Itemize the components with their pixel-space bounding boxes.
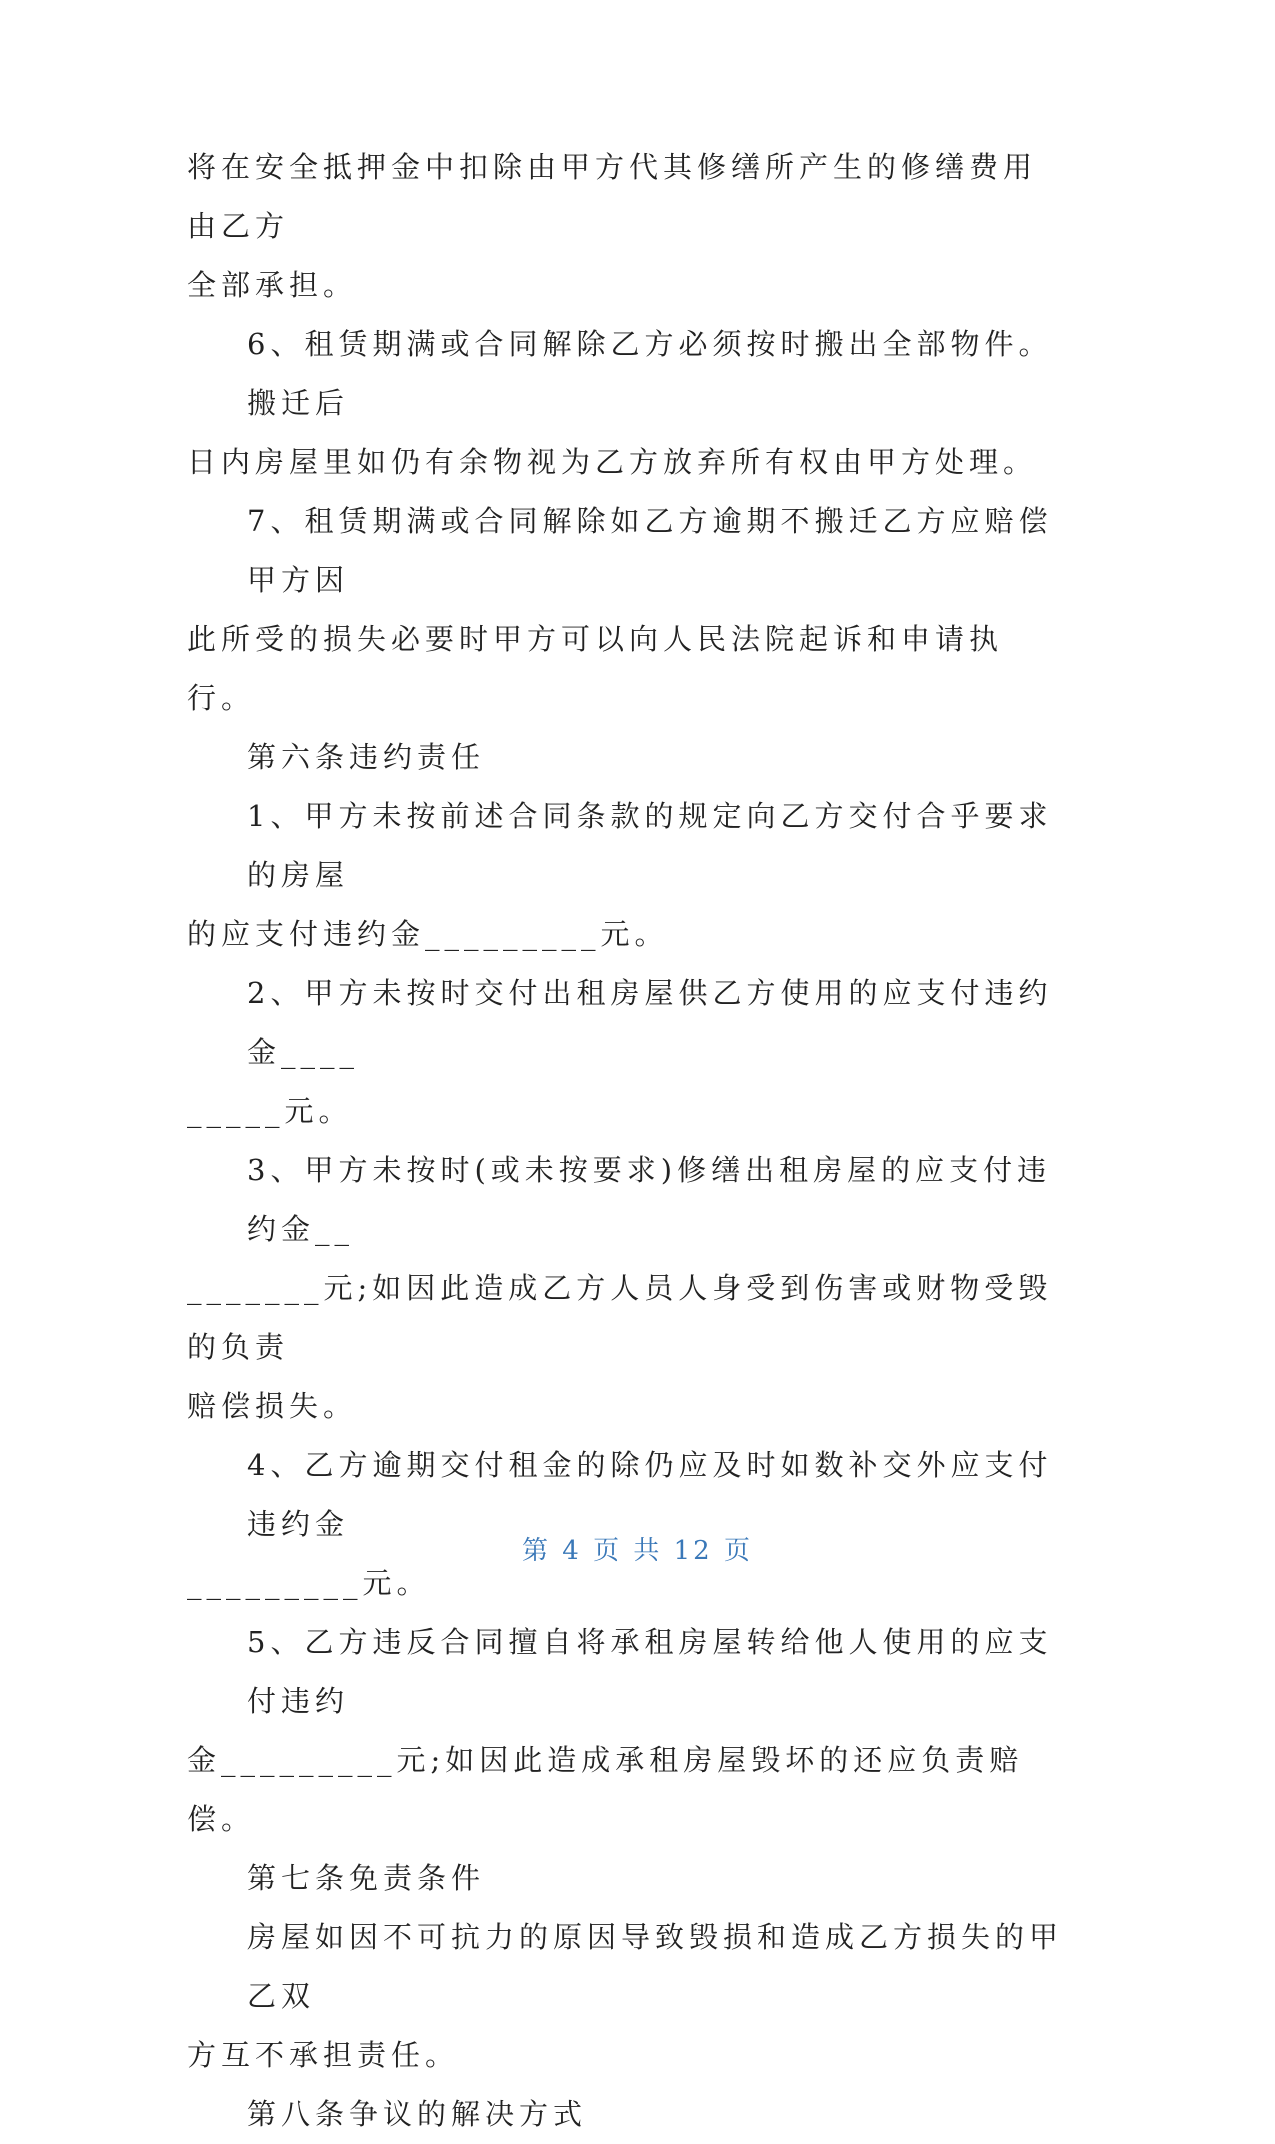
text-line: 1、甲方未按前述合同条款的规定向乙方交付合乎要求的房屋 [247,799,1053,892]
document-body [187,138,1067,2144]
text-line: 5、乙方违反合同擅自将承租房屋转给他人使用的应支付违约 [247,1625,1053,1718]
text-line: 赔偿损失。 [187,1389,358,1423]
section-heading: 第八条争议的解决方式 [247,2097,588,2131]
text-line: 房屋如因不可抗力的原因导致毁损和造成乙方损失的甲乙双 [247,1920,1064,2013]
page-number-footer: 第 4 页 共 12 页 [522,1536,753,1566]
text-line: 2、甲方未按时交付出租房屋供乙方使用的应支付违约金____ [247,976,1053,1069]
text-line: 此所受的损失必要时甲方可以向人民法院起诉和申请执行。 [187,622,1004,715]
section-heading: 第七条免责条件 [247,1861,486,1895]
text-line: 方互不承担责任。 [187,2038,460,2072]
text-line: 全部承担。 [187,268,358,302]
text-line: _________元。 [187,1566,431,1600]
text-line: 将在安全抵押金中扣除由甲方代其修缮所产生的修缮费用由乙方 [187,150,1038,243]
text-line: 6、租赁期满或合同解除乙方必须按时搬出全部物件。搬迁后 [247,327,1053,420]
text-line: 7、租赁期满或合同解除如乙方逾期不搬迁乙方应赔偿甲方因 [247,504,1053,597]
text-line: 日内房屋里如仍有余物视为乙方放弃所有权由甲方处理。 [187,445,1038,479]
section-heading: 第六条违约责任 [247,740,486,774]
text-line: _______元;如因此造成乙方人员人身受到伤害或财物受毁的负责 [187,1271,1053,1364]
text-line: 的应支付违约金_________元。 [187,917,669,951]
text-line: 4、乙方逾期交付租金的除仍应及时如数补交外应支付违约金 [247,1448,1053,1541]
text-line: 金_________元;如因此造成承租房屋毁坏的还应负责赔偿。 [187,1743,1024,1836]
text-line: 3、甲方未按时(或未按要求)修缮出租房屋的应支付违约金__ [247,1153,1052,1246]
text-line: _____元。 [187,1094,353,1128]
